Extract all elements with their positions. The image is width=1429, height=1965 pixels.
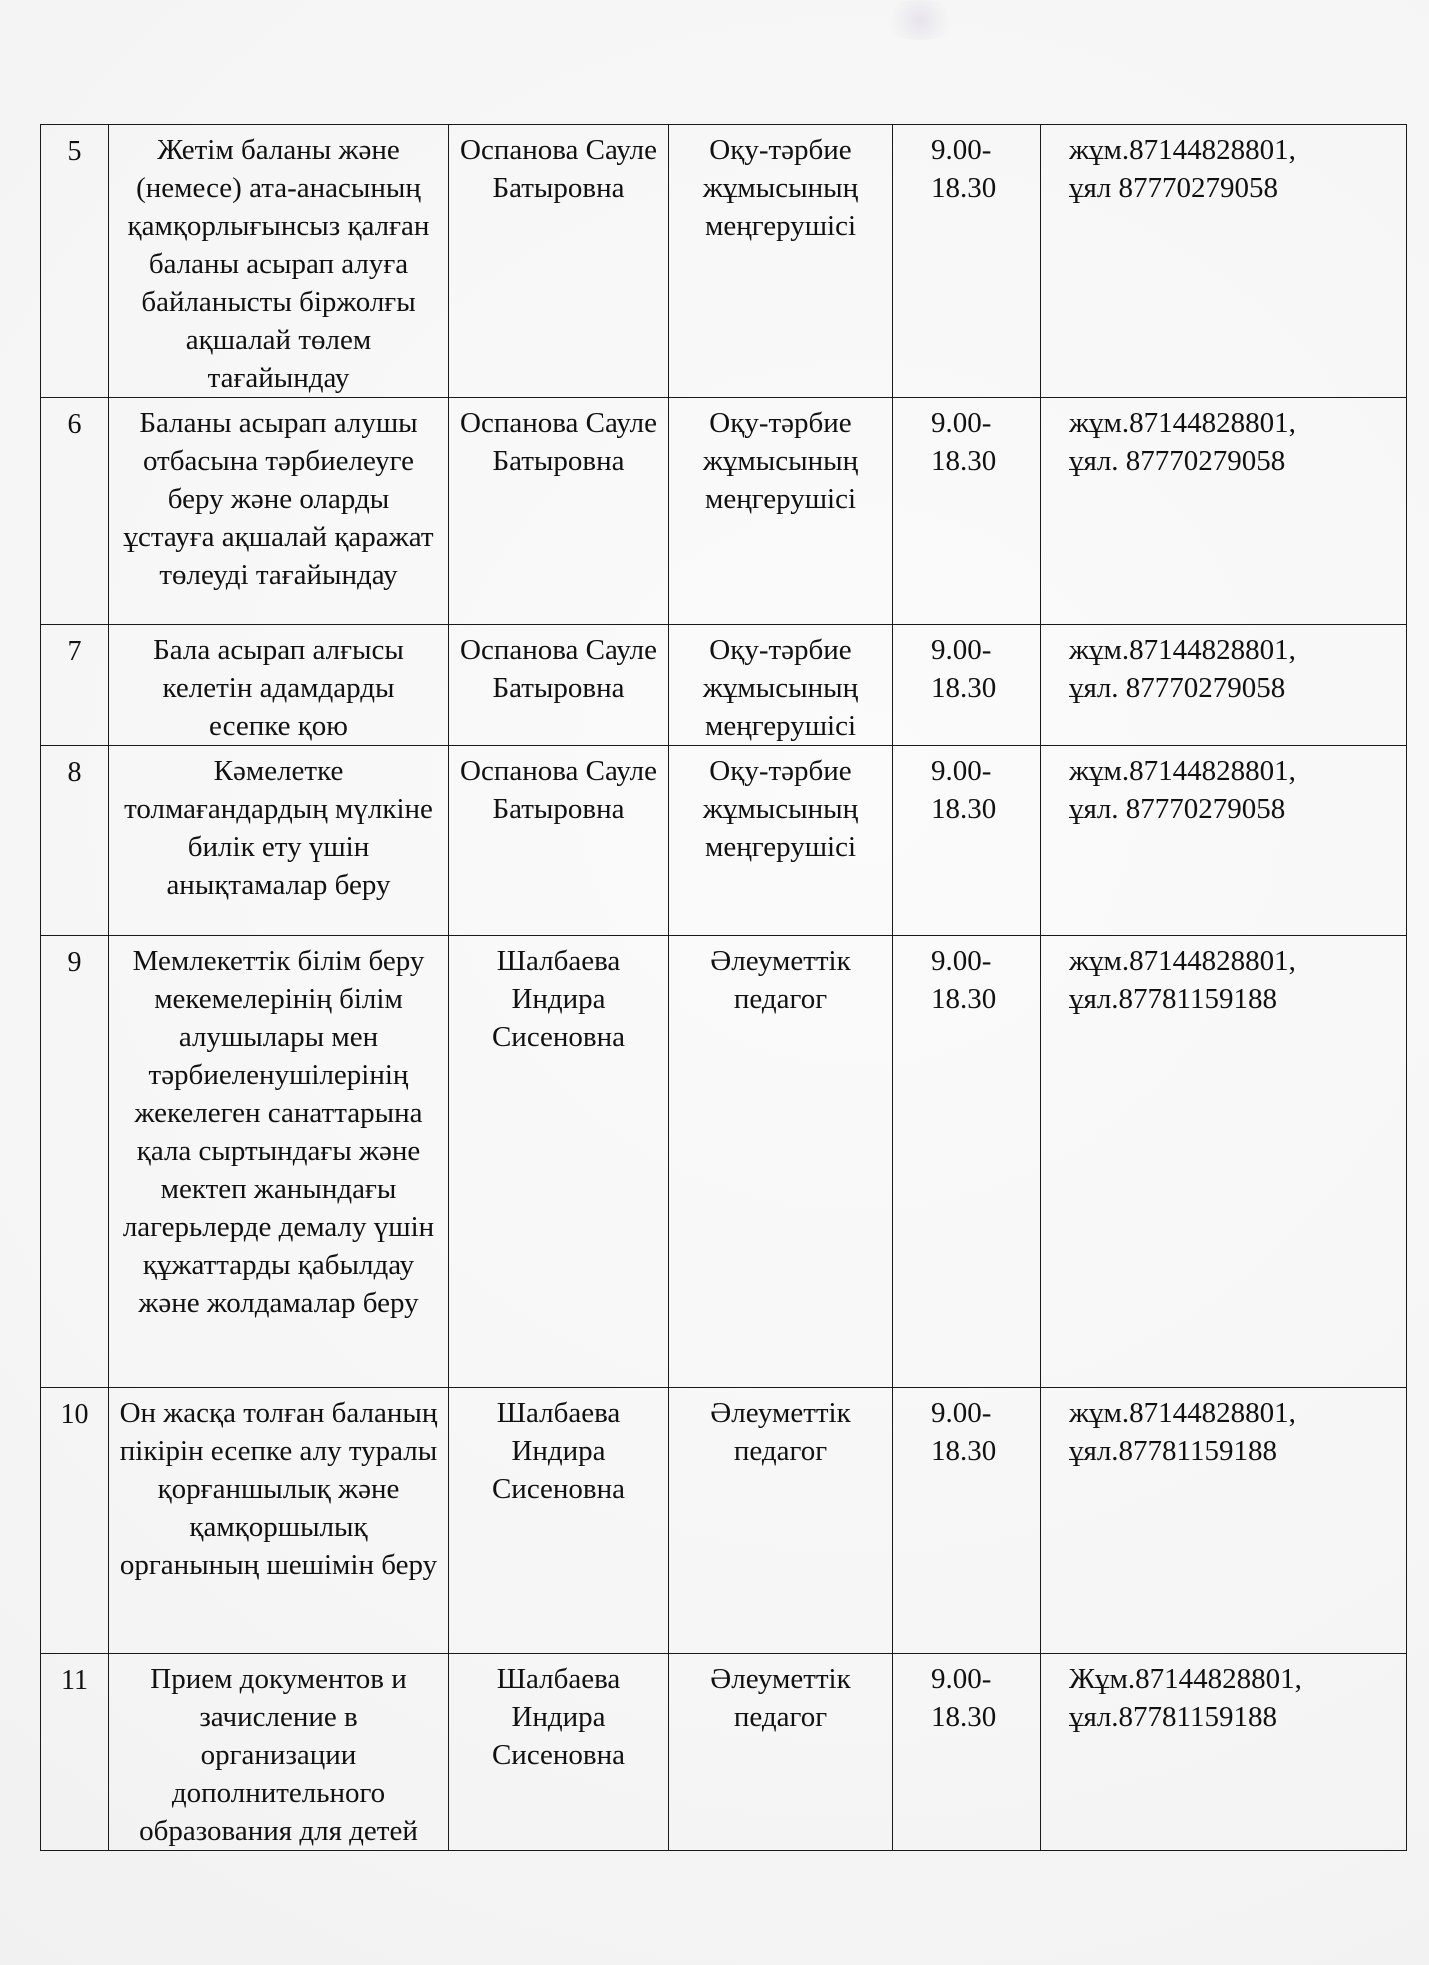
work-phone: жұм.87144828801, [1069, 1397, 1296, 1429]
table-row [41, 398, 1407, 625]
position-title: Оқу-тәрбие жұмысының меңгерушісі [669, 125, 893, 398]
position-title: Әлеуметтік педагог [669, 1388, 893, 1654]
work-phone: жұм.87144828801, [1069, 134, 1296, 166]
service-name: Мемлекеттік білім беру мекемелерінің білім алушылары мен тәрбиеленушілерінің жекелеген санаттарына қала сыртындағы және мектеп жанындағы лагерьлерде демалу үшін құжаттарды қабылдау және жолдамалар беру [109, 936, 449, 1388]
mobile-phone: ұял 87770279058 [1069, 172, 1279, 204]
contact-phones [1041, 398, 1407, 625]
position-title: Оқу-тәрбие жұмысының меңгерушісі [669, 625, 893, 746]
service-name: Жетім баланы және (немесе) ата-анасының қамқорлығынсыз қалған баланы асырап алуға байланысты біржолғы ақшалай төлем тағайындау [109, 125, 449, 398]
responsible-person: Шалбаева Индира Сисеновна [449, 1388, 669, 1654]
mobile-phone: ұял. 87770279058 [1069, 445, 1286, 477]
table-row [41, 746, 1407, 936]
row-number: 7 [41, 625, 109, 746]
contact-phones [1041, 625, 1407, 746]
table-row [41, 1388, 1407, 1654]
responsible-person: Оспанова Сауле Батыровна [449, 398, 669, 625]
table-row [41, 936, 1407, 1388]
service-name: Он жасқа толған баланың пікірін есепке алу туралы қорғаншылық және қамқоршылық органының шешімін беру [109, 1388, 449, 1654]
contact-phones [1041, 1388, 1407, 1654]
mobile-phone: ұял. 87770279058 [1069, 672, 1286, 704]
row-number: 5 [41, 125, 109, 398]
row-number: 6 [41, 398, 109, 625]
working-hours: 9.00-18.30 [893, 625, 1041, 746]
position-title: Оқу-тәрбие жұмысының меңгерушісі [669, 398, 893, 625]
table-row [41, 1654, 1407, 1851]
responsible-person: Оспанова Сауле Батыровна [449, 746, 669, 936]
work-phone: жұм.87144828801, [1069, 407, 1296, 439]
working-hours: 9.00-18.30 [893, 1388, 1041, 1654]
service-name: Прием документов и зачисление в организации дополнительного образования для детей [109, 1654, 449, 1851]
contact-phones [1041, 936, 1407, 1388]
working-hours: 9.00-18.30 [893, 936, 1041, 1388]
work-phone: жұм.87144828801, [1069, 945, 1296, 977]
services-table [40, 124, 1407, 1851]
scan-smudge [880, 0, 960, 40]
row-number: 9 [41, 936, 109, 1388]
mobile-phone: ұял.87781159188 [1069, 983, 1277, 1015]
responsible-person: Шалбаева Индира Сисеновна [449, 936, 669, 1388]
mobile-phone: ұял. 87770279058 [1069, 793, 1286, 825]
row-number: 10 [41, 1388, 109, 1654]
responsible-person: Шалбаева Индира Сисеновна [449, 1654, 669, 1851]
working-hours: 9.00-18.30 [893, 746, 1041, 936]
contact-phones [1041, 746, 1407, 936]
table-row [41, 125, 1407, 398]
working-hours: 9.00-18.30 [893, 125, 1041, 398]
work-phone: жұм.87144828801, [1069, 755, 1296, 787]
row-number: 11 [41, 1654, 109, 1851]
contact-phones [1041, 1654, 1407, 1851]
work-phone: Жұм.87144828801, [1069, 1663, 1302, 1695]
row-number: 8 [41, 746, 109, 936]
service-name: Бала асырап алғысы келетін адамдарды есепке қою [109, 625, 449, 746]
responsible-person: Оспанова Сауле Батыровна [449, 625, 669, 746]
mobile-phone: ұял.87781159188 [1069, 1701, 1277, 1733]
contact-phones [1041, 125, 1407, 398]
responsible-person: Оспанова Сауле Батыровна [449, 125, 669, 398]
service-name: Кәмелетке толмағандардың мүлкіне билік ету үшін анықтамалар беру [109, 746, 449, 936]
position-title: Әлеуметтік педагог [669, 1654, 893, 1851]
position-title: Оқу-тәрбие жұмысының меңгерушісі [669, 746, 893, 936]
mobile-phone: ұял.87781159188 [1069, 1435, 1277, 1467]
working-hours: 9.00-18.30 [893, 1654, 1041, 1851]
service-name: Баланы асырап алушы отбасына тәрбиелеуге беру және оларды ұстауға ақшалай қаражат төлеуді тағайындау [109, 398, 449, 625]
table-row [41, 625, 1407, 746]
working-hours: 9.00-18.30 [893, 398, 1041, 625]
position-title: Әлеуметтік педагог [669, 936, 893, 1388]
work-phone: жұм.87144828801, [1069, 634, 1296, 666]
